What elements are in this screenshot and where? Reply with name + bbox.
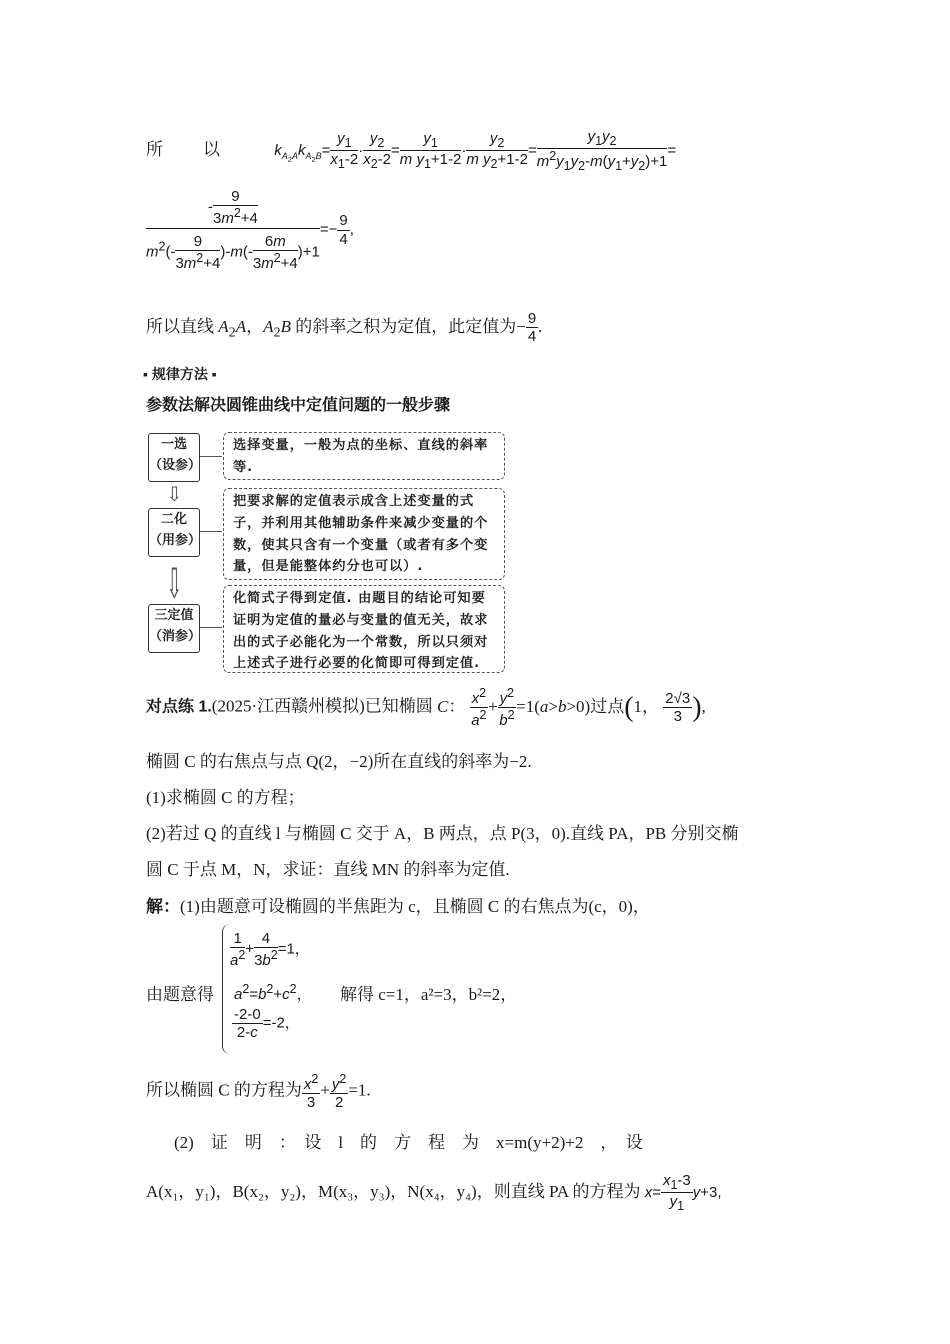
step-3-box (148, 604, 200, 653)
method-title: 参数法解决圆锥曲线中定值问题的一般步骤 (146, 397, 451, 414)
step-3-title: 三定值 (154, 608, 194, 623)
system-eq-2: $a^2=b^2+c^2$， (234, 982, 312, 1003)
connector-2 (200, 531, 222, 532)
proof-line-1: (2) 证 明 ： 设 l 的 方 程 为 x=m(y+2)+2 ， 设 (174, 1133, 643, 1152)
slope-product-line (146, 128, 676, 174)
slope-product-formula: $k_{A_2A}k_{A_2B}=$ $\frac{y_1}{x_1-2}$ · $\frac{y_2}{x_2-2}$ = $\frac{y_1}{m y_1+1-2}$ · $\frac{y_2}{m y_2+1-2}$ = $\frac{y_1y_2}{m^2y_1y_2-m(y_1+y_2)+1}$ = (274, 128, 677, 174)
solution-line-1 (146, 892, 650, 917)
question-2-b: 圆 C 于点 M，N，求证：直线 MN 的斜率为定值. (146, 860, 510, 879)
step-1-title: 一选 (160, 437, 187, 452)
question-1: (1)求椭圆 C 的方程； (146, 788, 305, 807)
connector-1 (200, 456, 222, 457)
step-2-desc: 把要求解的定值表示成含上述变量的式子，并利用其他辅助条件来减少变量的个数，使其只含有一个变量（或者有多个变量，但是能整体约分也可以）. (223, 488, 505, 580)
system-eq-1: $\frac{1}{a^2}$ + $\frac{4}{3b^2}$ =1， (230, 930, 310, 970)
system-solution: 解得 c=1，a²=3，b²=2， (340, 985, 518, 1004)
solution-label: 解： (146, 897, 180, 916)
line-pa-equation: x= $\frac{x_1-3}{y_1}$ y+3, (644, 1172, 722, 1214)
step-1-box (148, 433, 200, 482)
step-3-sub: （消参） (149, 628, 202, 644)
ellipse-result-prefix: 所以椭圆 C 的方程为 (146, 1080, 302, 1100)
exercise-line-2: 椭圆 C 的右焦点与点 Q(2，−2)所在直线的斜率为−2. (146, 752, 532, 771)
step-2-box (148, 508, 200, 557)
step-1-sub: （设参） (149, 457, 202, 473)
step-3-desc: 化简式子得到定值. 由题目的结论可知要证明为定值的量必与变量的值无关，故求出的式子必能化为一个常数，所以只须对上述式子进行必要的化简即可得到定值. (223, 585, 505, 673)
step-1-desc: 选择变量，一般为点的坐标、直线的斜率等. (223, 432, 505, 480)
conclusion-text: 所以直线 $A_2A$，$A_2B$ 的斜率之积为定值，此定值为− $\frac{9}{4}$ . (146, 310, 543, 346)
big-fraction: - $\frac{9}{3m^2+4}$ $m^2(-$ $\frac{9}{3m^2+4}$ )-m(- $\frac{6m}{3m^2+4}$ )+1 =− $\frac{9}{4}$ , (146, 188, 354, 272)
step-2-sub: （用参） (149, 532, 202, 548)
proof-line-2 (146, 1172, 722, 1214)
exercise-source: (2025·江西赣州模拟)已知椭圆 (211, 696, 433, 716)
method-tag: ▪ 规律方法 ▪ (143, 366, 217, 382)
connector-3 (200, 627, 222, 628)
step-2-title: 二化 (160, 512, 187, 527)
solution-text-1: (1)由题意可设椭圆的半焦距为 c，且椭圆 C 的右焦点为(c，0)， (180, 897, 650, 916)
system-eq-3: $\frac{-2-0}{2-c}$ =-2， (234, 1006, 300, 1042)
ellipse-result-line: 所以椭圆 C 的方程为 $\frac{x^2}{3}$ + $\frac{y^2}{2}$ =1. (146, 1072, 371, 1112)
so-label: 所 以 (146, 139, 222, 159)
question-2-a: (2)若过 Q 的直线 l 与椭圆 C 交于 A，B 两点，点 P(3，0).直线 PA，PB 分别交椭 (146, 824, 739, 843)
down-arrow-2-icon: ⇩ (166, 562, 183, 609)
down-arrow-1-icon: ⇩ (166, 484, 183, 506)
proof-text-2: A(x₁，y₁)，B(x₂，y₂)，M(x₃，y₃)，N(x₄，y₄)，则直线 PA 的方程为 (146, 1181, 641, 1201)
exercise-line-1 (146, 686, 706, 730)
conclusion-line (146, 310, 542, 346)
ellipse-equation: C： $\frac{x^2}{a^2}$ + $\frac{y^2}{b^2}$ =1(a>b>0)过点(1， $\frac{2√3}{3}$ ), (437, 686, 706, 730)
system-label: 由题意得 (146, 985, 214, 1004)
exercise-label: 对点练 1. (146, 698, 212, 716)
